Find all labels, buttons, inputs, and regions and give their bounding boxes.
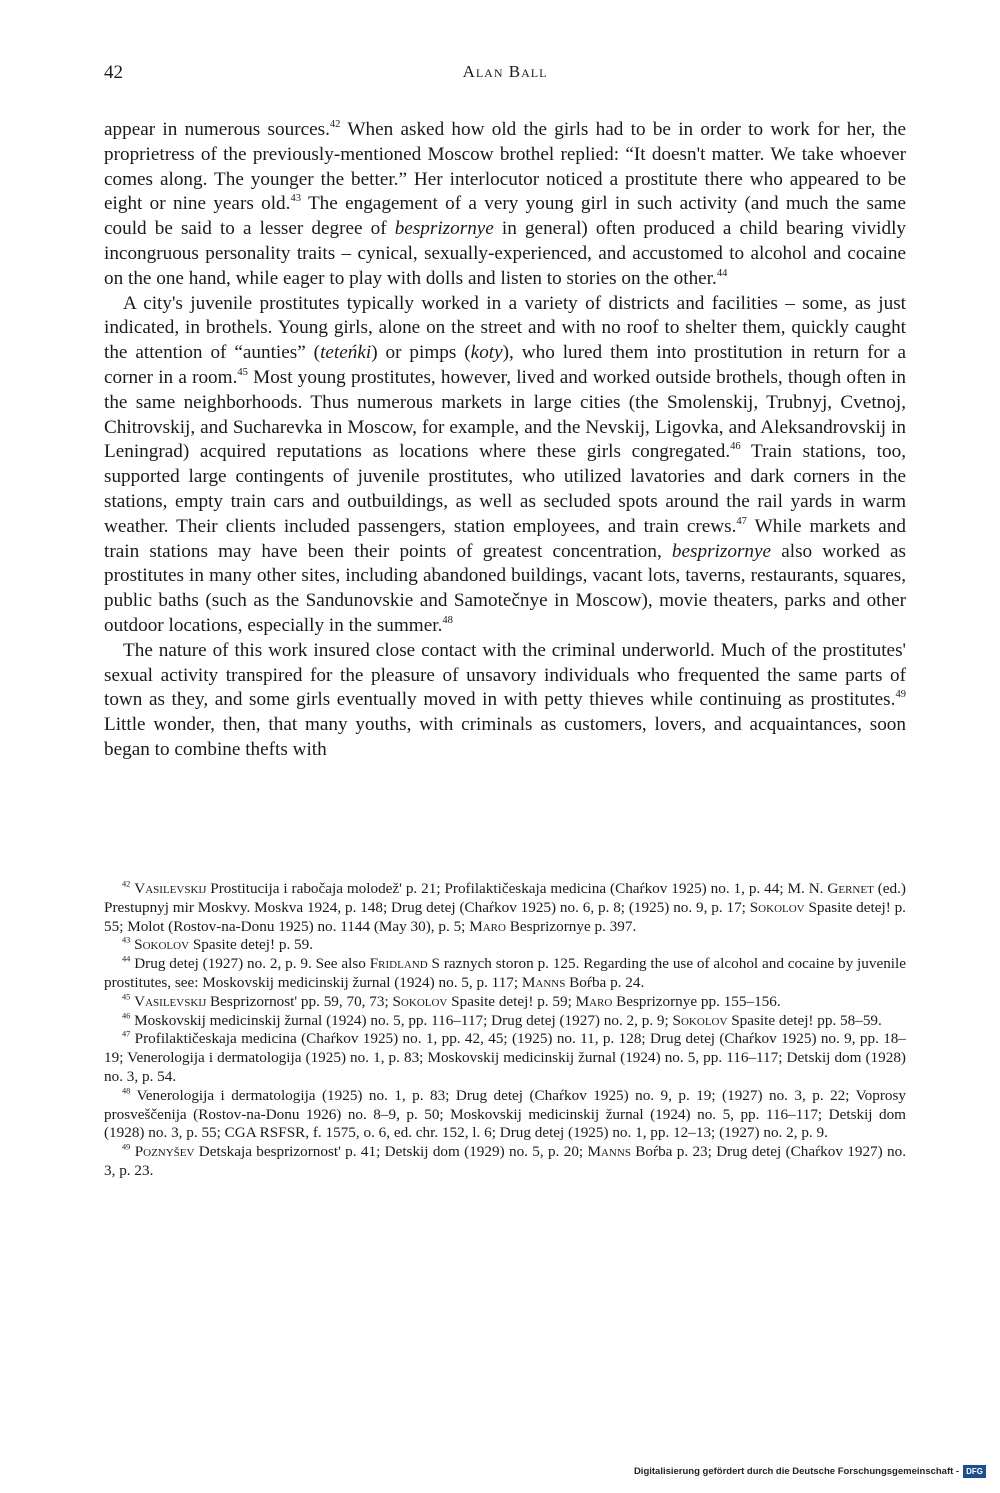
author-name: Fridland	[369, 955, 428, 973]
footnote	[104, 1030, 906, 1086]
text-run: While markets and train stations may have been their points of greatest concentration,	[104, 515, 906, 562]
author-name: Maro	[575, 992, 613, 1010]
footnote	[104, 880, 906, 936]
text-run: Besprizornye p. 397.	[505, 917, 637, 935]
text-run: A city's juvenile prostitutes typically worked in a variety of districts and facilities – some, as just indicated, in brothels. Young girls, alone on the street and with no roof to shelter them, quickly caught the attention of “aunties” (	[104, 292, 906, 364]
italic-term: besprizornye	[671, 540, 772, 562]
footnote	[104, 1143, 906, 1181]
footnote-ref[interactable]: 43	[290, 193, 301, 205]
footnote-ref[interactable]: 47	[736, 515, 747, 527]
author-name: Manns	[587, 1143, 631, 1161]
footnote	[104, 955, 906, 993]
author-name: Vasilevskij	[134, 992, 207, 1010]
footnote-number: 42	[122, 879, 131, 889]
text-run: Profilaktičeskaja medicina (Chaŕkov 1925) no. 1, pp. 42, 45; (1925) no. 11, p. 128; Drug detej (Chaŕkov 1925) no. 9, pp. 18–19; Venerologija i dermatologija (1925) no. 1, p. 83; Moskovskij medicinskij žurnal (1924) no. 5, pp. 116–117; Detskij dom (1928) no. 3, p. 54.	[104, 1030, 906, 1085]
text-run: Little wonder, then, that many youths, with criminals as customers, lovers, and acquaintances, soon began to combine thefts with	[104, 714, 906, 760]
paragraph	[104, 639, 906, 763]
text-run: When asked how old the girls had to be in order to work for her, the proprietress of the previously-mentioned Moscow brothel replied: “It doesn't matter. We take whoever comes along. The younger the better.” Her interlocutor noticed a prostitute there who appeared to be eight or nine years old.	[104, 119, 906, 215]
text-run: in general) often produced a child bearing vividly incongruous personality traits – cynical, sexually-experienced, and accustomed to alcohol and cocaine on the one hand, while eager to play with dolls and listen to stories on the other.	[104, 218, 907, 289]
text-run: also worked as prostitutes in many other sites, including abandoned buildings, vacant lots, taverns, restaurants, squares, public baths (such as the Sandunovskie and Samotečnye in Moscow), movie theaters, parks and other outdoor locations, especially in the summer.	[104, 540, 906, 636]
footnote-number: 44	[122, 954, 131, 964]
author-name: Vasilevskij	[134, 880, 207, 897]
footnote-number: 47	[122, 1030, 131, 1040]
text-run: Boŕba p. 23; Drug detej (Chaŕkov 1927) no. 3, p. 23.	[104, 1143, 907, 1179]
author-name: Sokolov	[392, 992, 448, 1010]
author-name: Sokolov	[134, 936, 190, 954]
footnote-ref[interactable]: 42	[329, 119, 341, 131]
text-run: Venerologija i dermatologija (1925) no. 1, p. 83; Drug detej (Chaŕkov 1925) no. 9, p. 19; (1927) no. 3, p. 22; Voprosy prosveščenija (Rostov-na-Donu 1926) no. 8–9, p. 50; Moskovskij medicinskij žurnal (1924) no. 5, pp. 116–117; Detskij dom (1928) no. 3, p. 55; CGA RSFSR, f. 1575, o. 6, ed. chr. 152, l. 6; Drug detej (1925) no. 1, pp. 12–13; (1927) no. 2, p. 9.	[104, 1086, 906, 1142]
footnote	[104, 1012, 906, 1031]
footnote-number: 43	[122, 936, 131, 946]
italic-term: besprizornye	[394, 218, 494, 240]
footnote-ref[interactable]: 45	[237, 367, 248, 379]
text-run: Besprizornye pp. 155–156.	[612, 992, 781, 1010]
text-run: Detskaja besprizornost' p. 41; Detskij dom (1929) no. 5, p. 20;	[194, 1143, 588, 1161]
footnote	[104, 936, 906, 955]
page-number: 42	[104, 62, 123, 83]
text-run: Boŕba p. 24.	[565, 973, 645, 991]
text-run: Besprizornost' pp. 59, 70, 73;	[206, 992, 393, 1010]
text-run: Prostitucija i rabočaja molodež' p. 21; Profilaktičeskaja medicina (Chaŕkov 1925) no. 1, p. 44; M. N.	[206, 880, 828, 897]
digitization-note: Digitalisierung gefördert durch die Deutsche Forschungsgemeinschaft -	[633, 1466, 960, 1477]
text-run: S raznych storon p. 125. Regarding the use of alcohol and cocaine by juvenile prostitutes, see: Moskovskij medicinskij žurnal (1924) no. 5, p. 117;	[104, 955, 906, 991]
text-run: Moskovskij medicinskij žurnal (1924) no. 5, pp. 116–117; Drug detej (1927) no. 2, p. 9;	[130, 1011, 673, 1029]
text-run: ) or pimps (	[371, 342, 471, 364]
italic-term: teteńki	[320, 342, 372, 364]
text-run: Spasite detej! p. 59.	[189, 936, 314, 954]
running-head: Alan Ball	[462, 62, 548, 81]
author-name: Sokolov	[672, 1011, 728, 1029]
footnote-ref[interactable]: 49	[895, 689, 906, 701]
text-run: Most young prostitutes, however, lived and worked outside brothels, though often in the same neighborhoods. Thus numerous markets in large cities (the Smolenskij, Trubnyj, Cvetnoj, Chitrovskij, and Sucharevka in Moscow, for example, and the Nevskij, Ligovka, and Aleksandrovskij in Leningrad) acquired reputations as locations where these girls congregated.	[104, 366, 906, 463]
footnote-number: 46	[122, 1011, 131, 1021]
text-run: (ed.) Prestupnyj mir Moskvy. Moskva 1924, p. 148; Drug detej (Chaŕkov 1925) no. 6, p. 8; (1925) no. 9, p. 17;	[104, 880, 906, 916]
footnote	[104, 993, 906, 1012]
text-run: Spasite detej! p. 55; Molot (Rostov-na-Donu 1925) no. 1144 (May 30), p. 5;	[104, 898, 906, 935]
paragraph	[104, 292, 906, 639]
text-run: Drug detej (1927) no. 2, p. 9. See also	[130, 955, 370, 973]
author-name: Gernet	[827, 880, 874, 897]
text-run: Spasite detej! p. 59;	[447, 992, 576, 1010]
body-text	[104, 118, 906, 763]
footnotes	[104, 880, 906, 1181]
footnote-ref[interactable]: 46	[730, 441, 741, 453]
text-run: The engagement of a very young girl in such activity (and much the same could be said to a lesser degree of	[104, 193, 906, 240]
footnote-number: 45	[122, 992, 131, 1002]
footnote-ref[interactable]: 44	[716, 267, 728, 279]
author-name: Manns	[521, 973, 566, 991]
footnote-number: 48	[122, 1086, 131, 1096]
footnote-ref[interactable]: 48	[442, 615, 453, 627]
text-run: ), who lured them into prostitution in return for a corner in a room.	[104, 342, 906, 388]
paragraph	[104, 118, 906, 292]
italic-term: koty	[470, 342, 503, 364]
page-header	[104, 62, 906, 90]
text-run: Train stations, too, supported large contingents of juvenile prostitutes, who utilized lavatories and dark corners in the stations, empty train cars and outbuildings, as well as secluded spots around the rail yards in warm weather. Their clients included passengers, station employees, and train crews.	[104, 441, 906, 537]
digitization-credit	[634, 1465, 986, 1478]
author-name: Sokolov	[749, 898, 805, 916]
author-name: Poznyšev	[134, 1143, 195, 1161]
author-name: Maro	[469, 917, 506, 935]
footnote-number: 49	[122, 1142, 131, 1152]
footnote	[104, 1087, 906, 1143]
dfg-logo-icon: DFG	[963, 1465, 986, 1478]
text-run: The nature of this work insured close contact with the criminal underworld. Much of the prostitutes' sexual activity transpired for the pleasure of unsavory individuals who frequented the same parts of town as they, and some girls eventually moved in with petty thieves while continuing as prostitutes.	[104, 639, 906, 711]
text-run: Spasite detej! pp. 58–59.	[727, 1011, 882, 1029]
text-run: appear in numerous sources.	[104, 119, 330, 140]
